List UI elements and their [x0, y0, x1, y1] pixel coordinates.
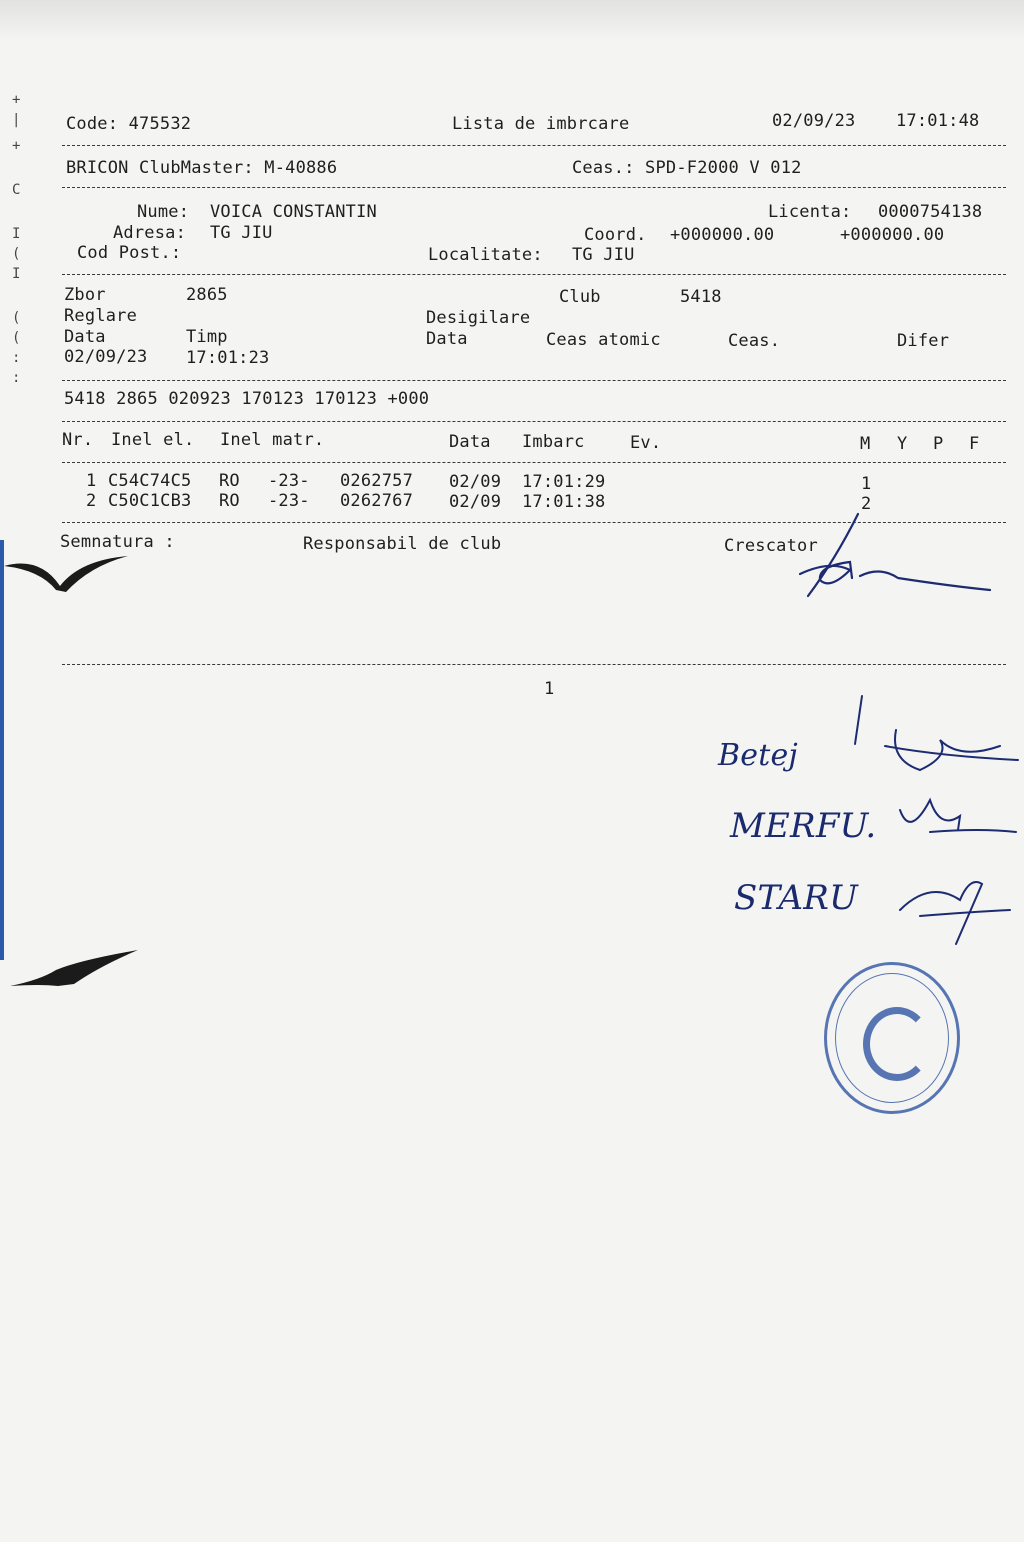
data-label-2: Data	[426, 329, 468, 349]
crescator-label: Crescator	[724, 536, 818, 556]
club-value: 5418	[680, 287, 722, 307]
address-label: Adresa:	[113, 223, 187, 243]
col-m: M	[860, 434, 871, 454]
row-inel-el: C50C1CB3	[108, 491, 192, 511]
margin-mark: C	[12, 182, 21, 198]
data-label: Data	[64, 327, 106, 347]
header-date: 02/09/23	[772, 111, 856, 131]
reglare-date: 02/09/23	[64, 347, 148, 367]
coord-y: +000000.00	[840, 225, 945, 245]
row-country: RO	[219, 491, 240, 511]
postcode-label: Cod Post.:	[77, 243, 182, 263]
margin-mark: :	[12, 350, 21, 366]
margin-mark: +	[12, 92, 21, 108]
zbor-label: Zbor	[64, 285, 106, 305]
col-ev: Ev.	[630, 433, 662, 453]
locality-value: TG JIU	[572, 245, 635, 265]
col-f: F	[969, 434, 980, 454]
margin-mark: +	[12, 138, 21, 154]
row-nr: 1	[86, 471, 97, 491]
row-inel-el: C54C74C5	[108, 471, 192, 491]
margin-mark: (	[12, 246, 21, 262]
zbor-value: 2865	[186, 285, 228, 305]
margin-mark: |	[12, 112, 21, 128]
header-time: 17:01:48	[896, 111, 980, 131]
row-year: -23-	[268, 491, 310, 511]
row-date: 02/09	[449, 472, 502, 492]
margin-mark: (	[12, 330, 21, 346]
margin-mark: (	[12, 310, 21, 326]
col-imbarc: Imbarc	[522, 432, 585, 452]
crescator-signature	[800, 514, 990, 596]
col-inel-el: Inel el.	[111, 430, 195, 450]
timp-label: Timp	[186, 327, 228, 347]
row-year: -23-	[268, 471, 310, 491]
col-data: Data	[449, 432, 491, 452]
col-p: P	[933, 434, 944, 454]
margin-mark: I	[12, 226, 21, 242]
code-line: 5418 2865 020923 170123 170123 +000	[64, 389, 430, 409]
col-nr: Nr.	[62, 430, 94, 450]
semnatura-label: Semnatura :	[60, 532, 175, 552]
handwritten-line-2: MERFU.	[730, 806, 877, 846]
document-title: Lista de imbrcare	[452, 114, 630, 134]
margin-mark: :	[12, 370, 21, 386]
row-date: 02/09	[449, 492, 502, 512]
col-y: Y	[897, 434, 908, 454]
row-country: RO	[219, 471, 240, 491]
ceas-label: Ceas.	[728, 331, 781, 351]
row-inel-matr: 0262757	[340, 471, 414, 491]
margin-mark: I	[12, 266, 21, 282]
ceas-atomic-label: Ceas atomic	[546, 330, 661, 350]
row-nr: 2	[86, 491, 97, 511]
owner-name: VOICA CONSTANTIN	[210, 202, 377, 222]
locality-label: Localitate:	[428, 245, 543, 265]
license-value: 0000754138	[878, 202, 983, 222]
coord-x: +000000.00	[670, 225, 775, 245]
responsabil-label: Responsabil de club	[303, 534, 502, 554]
desigilare-label: Desigilare	[426, 308, 531, 328]
code-label: Code: 475532	[66, 114, 192, 134]
row-time: 17:01:29	[522, 472, 606, 492]
license-label: Licenta:	[768, 202, 852, 222]
handwritten-line-1: Betej	[718, 738, 798, 773]
col-inel-matr: Inel matr.	[220, 430, 325, 450]
row-m: 2	[861, 494, 872, 514]
clock-label: Ceas.: SPD-F2000 V 012	[572, 158, 802, 178]
federation-stamp	[824, 962, 960, 1114]
software-label: BRICON ClubMaster: M-40886	[66, 158, 338, 178]
handwritten-signatures	[855, 696, 1018, 944]
row-inel-matr: 0262767	[340, 491, 414, 511]
row-m: 1	[861, 474, 872, 494]
reglare-label: Reglare	[64, 306, 138, 326]
name-label: Nume:	[137, 202, 190, 222]
club-label: Club	[559, 287, 601, 307]
handwritten-line-3: STARU	[734, 878, 858, 918]
row-time: 17:01:38	[522, 492, 606, 512]
stamp-logo	[863, 1007, 931, 1081]
reglare-time: 17:01:23	[186, 348, 270, 368]
coord-label: Coord.	[584, 225, 647, 245]
difer-label: Difer	[897, 331, 950, 351]
ink-blot	[10, 950, 138, 986]
address-value: TG JIU	[210, 223, 273, 243]
page-number: 1	[544, 679, 555, 699]
ink-blot	[4, 556, 128, 592]
